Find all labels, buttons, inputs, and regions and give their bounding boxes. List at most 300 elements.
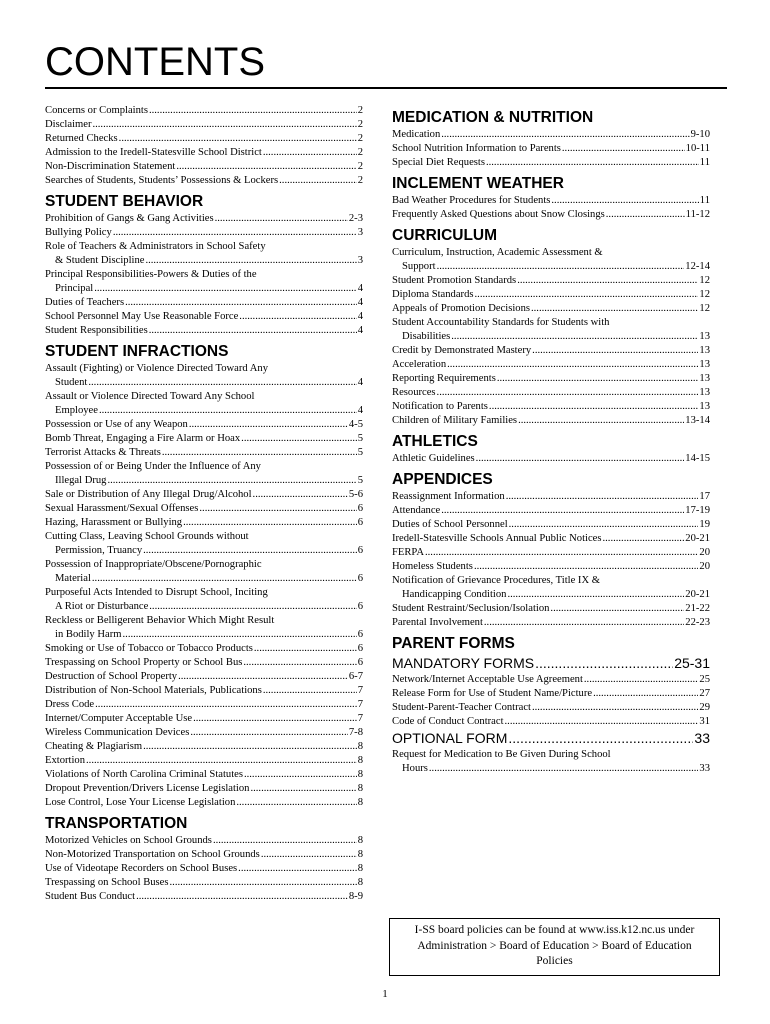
dot-leader — [193, 712, 357, 726]
dot-leader — [441, 504, 684, 518]
toc-entry — [45, 712, 363, 726]
toc-entry — [45, 104, 363, 118]
entry-title: Returned Checks — [45, 133, 118, 144]
entry-title-cont: in Bodily Harm — [55, 629, 122, 640]
dot-leader — [236, 796, 356, 810]
dot-leader — [506, 490, 699, 504]
entry-title-cont: Handicapping Condition — [402, 589, 507, 600]
page-ref: 12 — [699, 289, 710, 300]
dot-leader — [143, 740, 357, 754]
entry-title: Disclaimer — [45, 119, 92, 130]
dot-leader — [475, 288, 699, 302]
board-policies-note: I-SS board policies can be found at www.iss.k12.nc.us under Administration > Board of Education > Board of Education Policies — [389, 918, 720, 976]
toc-entry — [45, 132, 363, 146]
entry-title: Possession of Inappropriate/Obscene/Pornographic — [45, 559, 262, 570]
toc-entry — [392, 504, 710, 518]
entry-title: Destruction of School Property — [45, 671, 178, 682]
toc-entry — [45, 446, 363, 460]
page-ref: 2 — [357, 133, 363, 144]
dot-leader — [95, 698, 357, 712]
page-ref: 6 — [357, 629, 363, 640]
entry-title-cont: Illegal Drug — [55, 475, 107, 486]
entry-title: Role of Teachers & Administrators in School Safety — [45, 241, 266, 252]
toc-entry — [392, 574, 710, 602]
page-ref: 4 — [357, 311, 363, 322]
entry-title: Release Form for Use of Student Name/Picture — [392, 688, 593, 699]
entry-title: Smoking or Use of Tobacco or Tobacco Products — [45, 643, 253, 654]
page-ref: 9-10 — [690, 129, 710, 140]
toc-entry — [45, 240, 363, 268]
section-heading: TRANSPORTATION — [45, 815, 188, 832]
toc-entry — [45, 530, 363, 558]
dot-leader — [253, 488, 348, 502]
entry-title-cont: Employee — [55, 405, 98, 416]
page-ref: 4 — [357, 325, 363, 336]
dot-leader — [149, 104, 357, 118]
entry-title: Non-Motorized Transportation on School Grounds — [45, 849, 260, 860]
toc-entry — [392, 687, 710, 701]
toc-entry — [45, 324, 363, 338]
dot-leader — [518, 414, 684, 428]
dot-leader — [86, 754, 357, 768]
page-ref: 6 — [357, 643, 363, 654]
entry-title: Resources — [392, 387, 436, 398]
section-heading: STUDENT INFRACTIONS — [45, 343, 229, 360]
toc-entry — [392, 452, 710, 466]
entry-title: Bullying Policy — [45, 227, 112, 238]
page-ref: 13 — [699, 331, 710, 342]
page-ref: 33 — [694, 730, 710, 746]
toc-entry — [392, 128, 710, 142]
toc-entry — [45, 834, 363, 848]
page-ref: 6 — [357, 545, 363, 556]
toc-entry — [45, 862, 363, 876]
entry-title: Prohibition of Gangs & Gang Activities — [45, 213, 214, 224]
toc-entry — [45, 890, 363, 904]
page-ref: 11-12 — [685, 209, 710, 220]
dot-leader — [149, 600, 356, 614]
page-ref: 25 — [699, 674, 710, 685]
page-title: CONTENTS — [45, 40, 265, 84]
toc-right-column — [392, 104, 710, 776]
entry-title-cont: & Student Discipline — [55, 255, 145, 266]
dot-leader — [603, 532, 685, 546]
subsection-heading — [392, 729, 710, 748]
page-ref: 25-31 — [674, 655, 710, 671]
dot-leader — [250, 782, 356, 796]
entry-title: Extortion — [45, 755, 86, 766]
section-heading: STUDENT BEHAVIOR — [45, 193, 204, 210]
dot-leader — [183, 516, 357, 530]
dot-leader — [551, 194, 698, 208]
toc-entry — [392, 246, 710, 274]
subsection-title: OPTIONAL FORM — [392, 730, 508, 746]
subsection-heading — [392, 654, 710, 673]
entry-title-cont: Material — [55, 573, 91, 584]
entry-title-cont: Principal — [55, 283, 94, 294]
dot-leader — [88, 376, 356, 390]
dot-leader — [584, 673, 699, 687]
page-ref: 13 — [699, 373, 710, 384]
toc-entry — [45, 768, 363, 782]
page-ref: 2 — [357, 105, 363, 116]
entry-title: Use of Videotape Recorders on School Buses — [45, 863, 238, 874]
entry-title: Reassignment Information — [392, 491, 505, 502]
entry-title-continued — [45, 376, 363, 390]
dot-leader — [143, 544, 357, 558]
page-ref: 5 — [357, 433, 363, 444]
toc-entry — [392, 344, 710, 358]
toc-entry — [392, 316, 710, 344]
dot-leader — [606, 208, 685, 222]
page-ref: 6-7 — [348, 671, 363, 682]
entry-title-continued — [45, 282, 363, 296]
entry-title-cont: Disabilities — [402, 331, 451, 342]
page-ref: 22-23 — [685, 617, 710, 628]
page-ref: 27 — [699, 688, 710, 699]
page-ref: 31 — [699, 716, 710, 727]
dot-leader — [425, 546, 698, 560]
dot-leader — [447, 358, 698, 372]
entry-title-continued — [392, 762, 710, 776]
toc-entry — [392, 414, 710, 428]
page-ref: 7 — [357, 699, 363, 710]
page-ref: 3 — [357, 255, 363, 266]
toc-entry — [45, 558, 363, 586]
entry-title: Student Responsibilities — [45, 325, 148, 336]
entry-title: Parental Involvement — [392, 617, 483, 628]
entry-title-continued — [45, 600, 363, 614]
page-ref: 20 — [699, 547, 710, 558]
toc-entry — [45, 146, 363, 160]
entry-title: Student Bus Conduct — [45, 891, 136, 902]
dot-leader — [532, 701, 698, 715]
entry-title-cont: Support — [402, 261, 436, 272]
dot-leader — [474, 560, 698, 574]
toc-entry — [45, 586, 363, 614]
entry-title: Possession or Use of any Weapon — [45, 419, 188, 430]
entry-title: Trespassing on School Property or School Bus — [45, 657, 243, 668]
toc-entry — [45, 296, 363, 310]
toc-entry — [392, 616, 710, 630]
toc-entry — [45, 362, 363, 390]
entry-title: Student-Parent-Teacher Contract — [392, 702, 531, 713]
entry-title: Non-Discrimination Statement — [45, 161, 176, 172]
entry-title: Frequently Asked Questions about Snow Closings — [392, 209, 605, 220]
toc-entry — [45, 390, 363, 418]
entry-title: Special Diet Requests — [392, 157, 485, 168]
page-ref: 11 — [699, 157, 710, 168]
entry-title: Internet/Computer Acceptable Use — [45, 713, 193, 724]
page-ref: 8 — [357, 741, 363, 752]
page-ref: 20-21 — [685, 533, 710, 544]
entry-title: Admission to the Iredell-Statesville School District — [45, 147, 262, 158]
toc-entry — [45, 174, 363, 188]
page-ref: 17-19 — [685, 505, 710, 516]
page-ref: 19 — [699, 519, 710, 530]
toc-entry — [392, 490, 710, 504]
page-ref: 14-15 — [685, 453, 710, 464]
toc-entry — [392, 715, 710, 729]
dot-leader — [136, 890, 348, 904]
dot-leader — [215, 212, 348, 226]
entry-title: FERPA — [392, 547, 424, 558]
dot-leader — [94, 282, 356, 296]
toc-entry — [392, 372, 710, 386]
page-ref: 29 — [699, 702, 710, 713]
page-ref: 4 — [357, 297, 363, 308]
entry-title: Principal Responsibilities-Powers & Duties of the — [45, 269, 257, 280]
page-ref: 4 — [357, 405, 363, 416]
dot-leader — [239, 310, 356, 324]
entry-title: Terrorist Attacks & Threats — [45, 447, 161, 458]
page-ref: 2 — [357, 119, 363, 130]
dot-leader — [254, 642, 357, 656]
toc-entry — [45, 460, 363, 488]
entry-title: Notification of Grievance Procedures, Title IX & — [392, 575, 601, 586]
entry-title: Sale or Distribution of Any Illegal Drug/Alcohol — [45, 489, 252, 500]
dot-leader — [125, 296, 357, 310]
entry-title: Bad Weather Procedures for Students — [392, 195, 551, 206]
dot-leader — [99, 404, 357, 418]
toc-entry — [392, 208, 710, 222]
page-ref: 13 — [699, 345, 710, 356]
entry-title: Iredell-Statesville Schools Annual Public Notices — [392, 533, 602, 544]
dot-leader — [531, 302, 698, 316]
dot-leader — [441, 128, 689, 142]
entry-title: Trespassing on School Buses — [45, 877, 169, 888]
dot-leader — [593, 687, 698, 701]
page-ref: 6 — [357, 657, 363, 668]
section-heading: PARENT FORMS — [392, 635, 515, 652]
toc-entry — [45, 726, 363, 740]
page-number: 1 — [382, 988, 388, 1000]
toc-entry — [392, 194, 710, 208]
page-ref: 12 — [699, 275, 710, 286]
dot-leader — [149, 324, 357, 338]
page-ref: 12 — [699, 303, 710, 314]
entry-title: Reporting Requirements — [392, 373, 496, 384]
toc-entry — [45, 642, 363, 656]
toc-entry — [45, 782, 363, 796]
toc-entry — [392, 532, 710, 546]
entry-title-continued — [392, 588, 710, 602]
toc-entry — [45, 310, 363, 324]
toc-entry — [392, 156, 710, 170]
entry-title: School Nutrition Information to Parents — [392, 143, 561, 154]
page-ref: 4-5 — [348, 419, 363, 430]
entry-title: Assault (Fighting) or Violence Directed Toward Any — [45, 363, 269, 374]
entry-title: Hazing, Harassment or Bullying — [45, 517, 183, 528]
page-ref: 5 — [357, 475, 363, 486]
entry-title-continued — [45, 404, 363, 418]
dot-leader — [451, 330, 698, 344]
page-ref: 20 — [699, 561, 710, 572]
dot-leader — [263, 146, 357, 160]
dot-leader — [562, 142, 685, 156]
page-ref: 13 — [699, 359, 710, 370]
dot-leader — [145, 254, 356, 268]
entry-title: School Personnel May Use Reasonable Force — [45, 311, 239, 322]
page-ref: 7-8 — [348, 727, 363, 738]
toc-entry — [45, 614, 363, 642]
dot-leader — [437, 386, 699, 400]
entry-title-continued — [45, 628, 363, 642]
toc-entry — [392, 602, 710, 616]
dot-leader — [484, 616, 684, 630]
dot-leader — [189, 418, 348, 432]
entry-title: Duties of School Personnel — [392, 519, 508, 530]
toc-entry — [45, 848, 363, 862]
section-heading: INCLEMENT WEATHER — [392, 175, 564, 192]
dot-leader — [476, 452, 685, 466]
page-ref: 6 — [357, 503, 363, 514]
entry-title: Code of Conduct Contract — [392, 716, 504, 727]
dot-leader — [190, 726, 348, 740]
page-ref: 5 — [357, 447, 363, 458]
entry-title: Lose Control, Lose Your License Legislation — [45, 797, 236, 808]
entry-title: Cutting Class, Leaving School Grounds without — [45, 531, 249, 542]
toc-entry — [45, 516, 363, 530]
dot-leader — [238, 862, 357, 876]
toc-entry — [45, 670, 363, 684]
toc-entry — [392, 288, 710, 302]
page-ref: 8 — [357, 863, 363, 874]
toc-entry — [45, 698, 363, 712]
page-ref: 6 — [357, 573, 363, 584]
entry-title: Student Accountability Standards for Students with — [392, 317, 610, 328]
dot-leader — [170, 876, 357, 890]
entry-title: Duties of Teachers — [45, 297, 125, 308]
dot-leader — [107, 474, 356, 488]
toc-entry — [45, 876, 363, 890]
dot-leader — [178, 670, 348, 684]
page-ref: 8 — [357, 783, 363, 794]
dot-leader — [497, 372, 699, 386]
page-ref: 13-14 — [685, 415, 710, 426]
toc-entry — [392, 400, 710, 414]
entry-title: Sexual Harassment/Sexual Offenses — [45, 503, 199, 514]
entry-title-cont: Permission, Truancy — [55, 545, 143, 556]
entry-title: Curriculum, Instruction, Academic Assessment & — [392, 247, 603, 258]
dot-leader — [199, 502, 356, 516]
entry-title-cont: Hours — [402, 763, 428, 774]
entry-title: Bomb Threat, Engaging a Fire Alarm or Hoax — [45, 433, 241, 444]
toc-entry — [392, 274, 710, 288]
entry-title: Diploma Standards — [392, 289, 474, 300]
dot-leader — [261, 848, 357, 862]
page-ref: 8-9 — [348, 891, 363, 902]
entry-title-continued — [45, 544, 363, 558]
toc-entry — [392, 748, 710, 776]
toc-entry — [45, 226, 363, 240]
section-heading: MEDICATION & NUTRITION — [392, 109, 594, 126]
page-ref: 8 — [357, 835, 363, 846]
entry-title: Attendance — [392, 505, 441, 516]
entry-title-continued — [392, 330, 710, 344]
entry-title: Possession of or Being Under the Influence of Any — [45, 461, 261, 472]
dot-leader — [508, 729, 693, 748]
entry-title: Children of Military Families — [392, 415, 518, 426]
page-ref: 20-21 — [685, 589, 710, 600]
page-ref: 7 — [357, 685, 363, 696]
page-ref: 11 — [699, 195, 710, 206]
toc-entry — [392, 386, 710, 400]
dot-leader — [119, 132, 357, 146]
section-heading: ATHLETICS — [392, 433, 478, 450]
dot-leader — [162, 446, 357, 460]
page-ref: 13 — [699, 387, 710, 398]
entry-title: Dropout Prevention/Drivers License Legislation — [45, 783, 250, 794]
dot-leader — [176, 160, 356, 174]
dot-leader — [550, 602, 684, 616]
entry-title: Wireless Communication Devices — [45, 727, 190, 738]
toc-entry — [392, 701, 710, 715]
dot-leader — [486, 156, 699, 170]
toc-entry — [392, 560, 710, 574]
entry-title: Cheating & Plagiarism — [45, 741, 143, 752]
page-ref: 2-3 — [348, 213, 363, 224]
toc-entry — [392, 673, 710, 687]
toc-entry — [45, 796, 363, 810]
entry-title: Medication — [392, 129, 441, 140]
title-rule — [45, 87, 727, 89]
toc-entry — [45, 488, 363, 502]
page-ref: 8 — [357, 755, 363, 766]
dot-leader — [535, 654, 673, 673]
dot-leader — [243, 656, 356, 670]
dot-leader — [489, 400, 698, 414]
page-ref: 4 — [357, 377, 363, 388]
entry-title: Reckless or Belligerent Behavior Which Might Result — [45, 615, 275, 626]
page-ref: 3 — [357, 227, 363, 238]
entry-title-continued — [45, 254, 363, 268]
entry-title-cont: Student — [55, 377, 88, 388]
page-ref: 2 — [357, 161, 363, 172]
page-ref: 4 — [357, 283, 363, 294]
dot-leader — [429, 762, 699, 776]
page-ref: 8 — [357, 849, 363, 860]
dot-leader — [123, 628, 357, 642]
toc-entry — [45, 740, 363, 754]
page-ref: 2 — [357, 175, 363, 186]
section-heading: CURRICULUM — [392, 227, 498, 244]
page-ref: 6 — [357, 601, 363, 612]
page-ref: 2 — [357, 147, 363, 158]
dot-leader — [241, 432, 357, 446]
page-ref: 12-14 — [685, 261, 710, 272]
dot-leader — [507, 588, 684, 602]
entry-title: Searches of Students, Students’ Possessions & Lockers — [45, 175, 279, 186]
entry-title: Distribution of Non-School Materials, Publications — [45, 685, 262, 696]
entry-title: Student Restraint/Seclusion/Isolation — [392, 603, 550, 614]
dot-leader — [517, 274, 698, 288]
toc-entry — [45, 656, 363, 670]
toc-entry — [45, 754, 363, 768]
entry-title: Dress Code — [45, 699, 95, 710]
page-ref: 10-11 — [685, 143, 710, 154]
toc-entry — [45, 160, 363, 174]
toc-entry — [392, 546, 710, 560]
entry-title: Student Promotion Standards — [392, 275, 517, 286]
entry-title: Motorized Vehicles on School Grounds — [45, 835, 212, 846]
entry-title: Notification to Parents — [392, 401, 488, 412]
page-ref: 33 — [699, 763, 710, 774]
entry-title: Violations of North Carolina Criminal Statutes — [45, 769, 243, 780]
entry-title: Request for Medication to Be Given During School — [392, 749, 611, 760]
page-ref: 17 — [699, 491, 710, 502]
page-ref: 8 — [357, 769, 363, 780]
